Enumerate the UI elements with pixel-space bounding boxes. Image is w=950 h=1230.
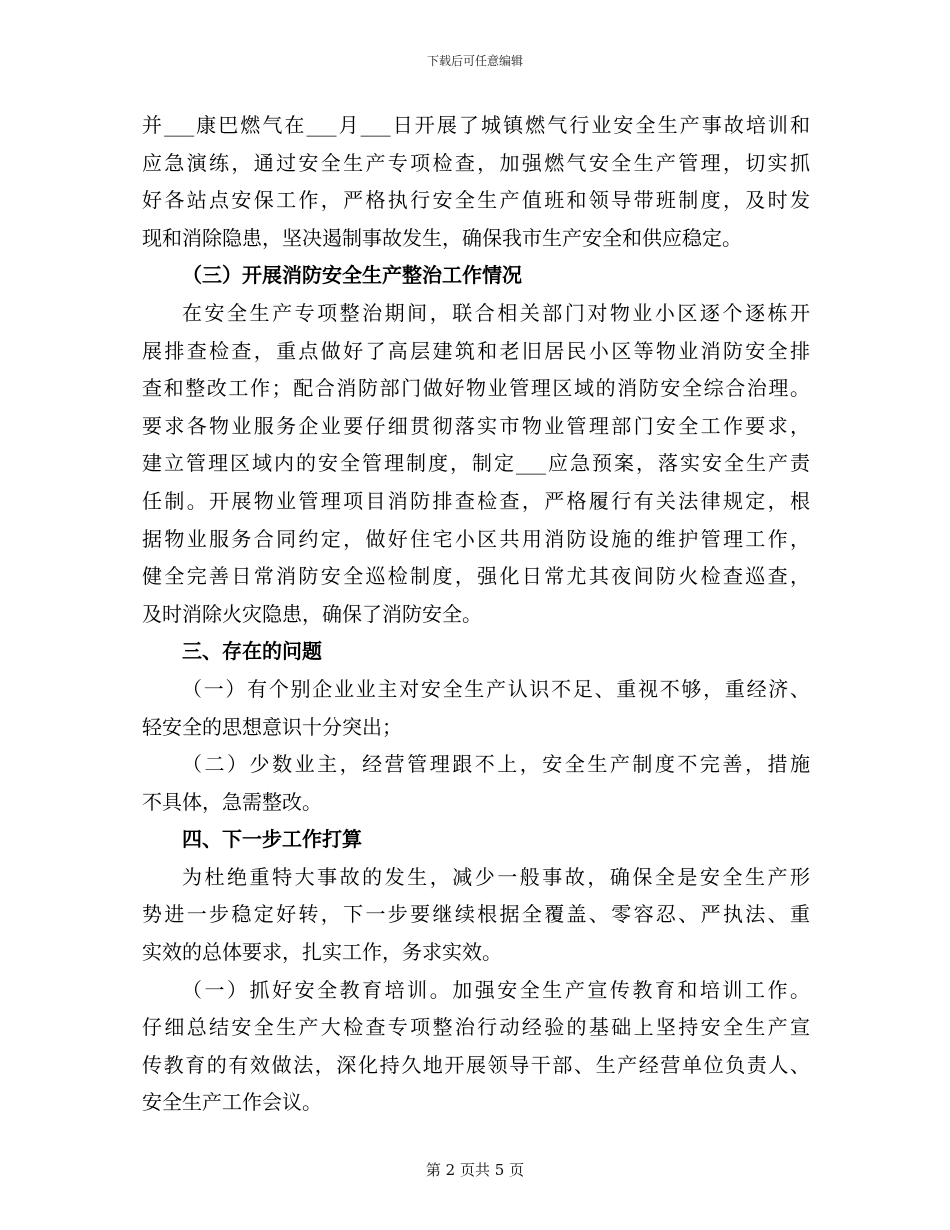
paragraph-line: 据物业服务合同约定，做好住宅小区共用消防设施的维护管理工作， [142,526,810,551]
paragraph-line: 及时消除火灾隐患，确保了消防安全。 [142,601,482,626]
paragraph-line: 轻安全的思想意识十分突出； [142,714,402,739]
section-heading: 四、下一步工作打算 [182,827,362,852]
paragraph-line: 任制。开展物业管理项目消防排查检查，严格履行有关法律规定，根 [142,488,810,513]
paragraph-line: 并___康巴燃气在___月___日开展了城镇燃气行业安全生产事故培训和 [142,113,810,137]
paragraph-line: 实效的总体要求，扎实工作，务求实效。 [142,940,502,965]
paragraph-line: 势进一步稳定好转，下一步要继续根据全覆盖、零容忍、严执法、重 [142,902,810,927]
paragraph-line: 应急演练，通过安全生产专项检查，加强燃气安全生产管理，切实抓 [142,150,810,175]
paragraph-line: 展排查检查，重点做好了高层建筑和老旧居民小区等物业消防安全排 [142,338,810,363]
paragraph-line: 要求各物业服务企业要仔细贯彻落实市物业管理部门安全工作要求， [142,413,810,438]
paragraph-line: 传教育的有效做法，深化持久地开展领导干部、生产经营单位负责人、 [142,1052,810,1077]
paragraph-line: 查和整改工作；配合消防部门做好物业管理区域的消防安全综合治理。 [142,376,810,401]
paragraph-line: （一）有个别企业业主对安全生产认识不足、重视不够，重经济、 [182,676,810,701]
paragraph-line: 现和消除隐患，坚决遏制事故发生，确保我市生产安全和供应稳定。 [142,225,742,250]
paragraph-line: 为杜绝重特大事故的发生，减少一般事故，确保全是安全生产形 [182,864,810,889]
paragraph-line: （二）少数业主，经营管理跟不上，安全生产制度不完善，措施 [182,752,810,777]
page-footer: 第 2 页共 5 页 [425,1161,525,1179]
page-header: 下载后可任意编辑 [426,54,523,68]
paragraph-line: 不具体，急需整改。 [142,789,322,814]
paragraph-line: 在安全生产专项整治期间，联合相关部门对物业小区逐个逐栋开 [182,300,810,325]
paragraph-line: 仔细总结安全生产大检查专项整治行动经验的基础上坚持安全生产宣 [142,1015,810,1040]
paragraph-line: 健全完善日常消防安全巡检制度，强化日常尤其夜间防火检查巡查， [142,564,810,589]
paragraph-line: （一）抓好安全教育培训。加强安全生产宣传教育和培训工作。 [182,977,810,1002]
section-heading: 三、存在的问题 [182,639,322,664]
document-body [142,107,810,1122]
paragraph-line: 建立管理区域内的安全管理制度，制定___应急预案，落实安全生产责 [142,451,810,476]
paragraph-line: 安全生产工作会议。 [142,1090,322,1115]
section-heading: （三）开展消防安全生产整治工作情况 [182,263,522,288]
paragraph-line: 好各站点安保工作，严格执行安全生产值班和领导带班制度，及时发 [142,188,810,213]
